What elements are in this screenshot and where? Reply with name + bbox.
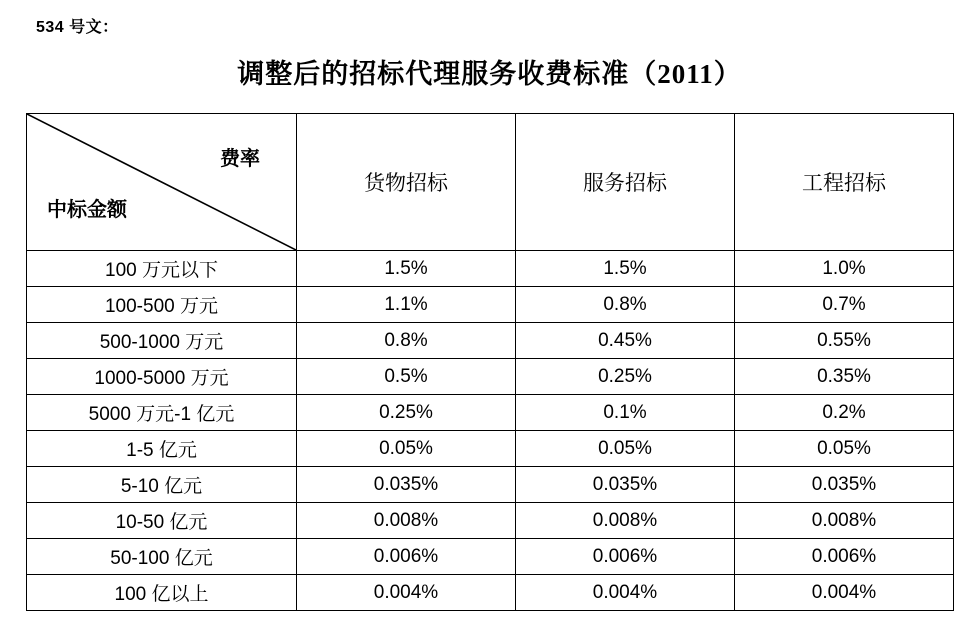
column-header-engineering: 工程招标 (735, 114, 954, 251)
row-value-service: 0.45% (516, 323, 735, 359)
row-value-service: 0.004% (516, 575, 735, 611)
row-value-goods: 0.8% (297, 323, 516, 359)
row-label: 50-100 亿元 (27, 539, 297, 575)
table-row (27, 431, 954, 467)
column-header-goods: 货物招标 (297, 114, 516, 251)
page-title: 调整后的招标代理服务收费标准（2011） (237, 59, 742, 89)
row-value-goods: 0.035% (297, 467, 516, 503)
row-value-service: 0.8% (516, 287, 735, 323)
diagonal-divider-icon (27, 114, 296, 250)
table-row (27, 395, 954, 431)
row-value-goods: 1.1% (297, 287, 516, 323)
corner-rate-label: 费率 (220, 148, 260, 170)
row-value-engineering: 0.35% (735, 359, 954, 395)
row-value-service: 0.1% (516, 395, 735, 431)
row-value-goods: 0.5% (297, 359, 516, 395)
row-value-goods: 0.05% (297, 431, 516, 467)
row-value-engineering: 0.2% (735, 395, 954, 431)
row-value-engineering: 1.0% (735, 251, 954, 287)
row-value-engineering: 0.7% (735, 287, 954, 323)
row-value-goods: 1.5% (297, 251, 516, 287)
table-row (27, 287, 954, 323)
table-row (27, 323, 954, 359)
row-label: 100 万元以下 (27, 251, 297, 287)
row-value-service: 0.006% (516, 539, 735, 575)
table-row (27, 359, 954, 395)
row-value-goods: 0.004% (297, 575, 516, 611)
row-value-service: 0.05% (516, 431, 735, 467)
row-label: 10-50 亿元 (27, 503, 297, 539)
row-value-engineering: 0.006% (735, 539, 954, 575)
row-value-service: 0.008% (516, 503, 735, 539)
document-reference: 534 号文： (36, 19, 119, 36)
table-row (27, 251, 954, 287)
table-row (27, 539, 954, 575)
table-row (27, 575, 954, 611)
row-value-engineering: 0.05% (735, 431, 954, 467)
row-label: 100 亿以上 (27, 575, 297, 611)
table-corner-cell (27, 114, 297, 251)
row-value-engineering: 0.008% (735, 503, 954, 539)
row-label: 1-5 亿元 (27, 431, 297, 467)
row-label: 100-500 万元 (27, 287, 297, 323)
row-label: 1000-5000 万元 (27, 359, 297, 395)
row-value-service: 0.25% (516, 359, 735, 395)
row-value-engineering: 0.004% (735, 575, 954, 611)
row-value-service: 1.5% (516, 251, 735, 287)
row-value-goods: 0.006% (297, 539, 516, 575)
row-label: 500-1000 万元 (27, 323, 297, 359)
table-header-row (27, 114, 954, 251)
table-row (27, 467, 954, 503)
row-label: 5000 万元-1 亿元 (27, 395, 297, 431)
row-value-engineering: 0.035% (735, 467, 954, 503)
corner-amount-label: 中标金额 (47, 199, 127, 221)
row-value-goods: 0.25% (297, 395, 516, 431)
column-header-service: 服务招标 (516, 114, 735, 251)
row-value-engineering: 0.55% (735, 323, 954, 359)
row-value-service: 0.035% (516, 467, 735, 503)
row-value-goods: 0.008% (297, 503, 516, 539)
table-row (27, 503, 954, 539)
fee-standard-table (26, 113, 954, 611)
row-label: 5-10 亿元 (27, 467, 297, 503)
